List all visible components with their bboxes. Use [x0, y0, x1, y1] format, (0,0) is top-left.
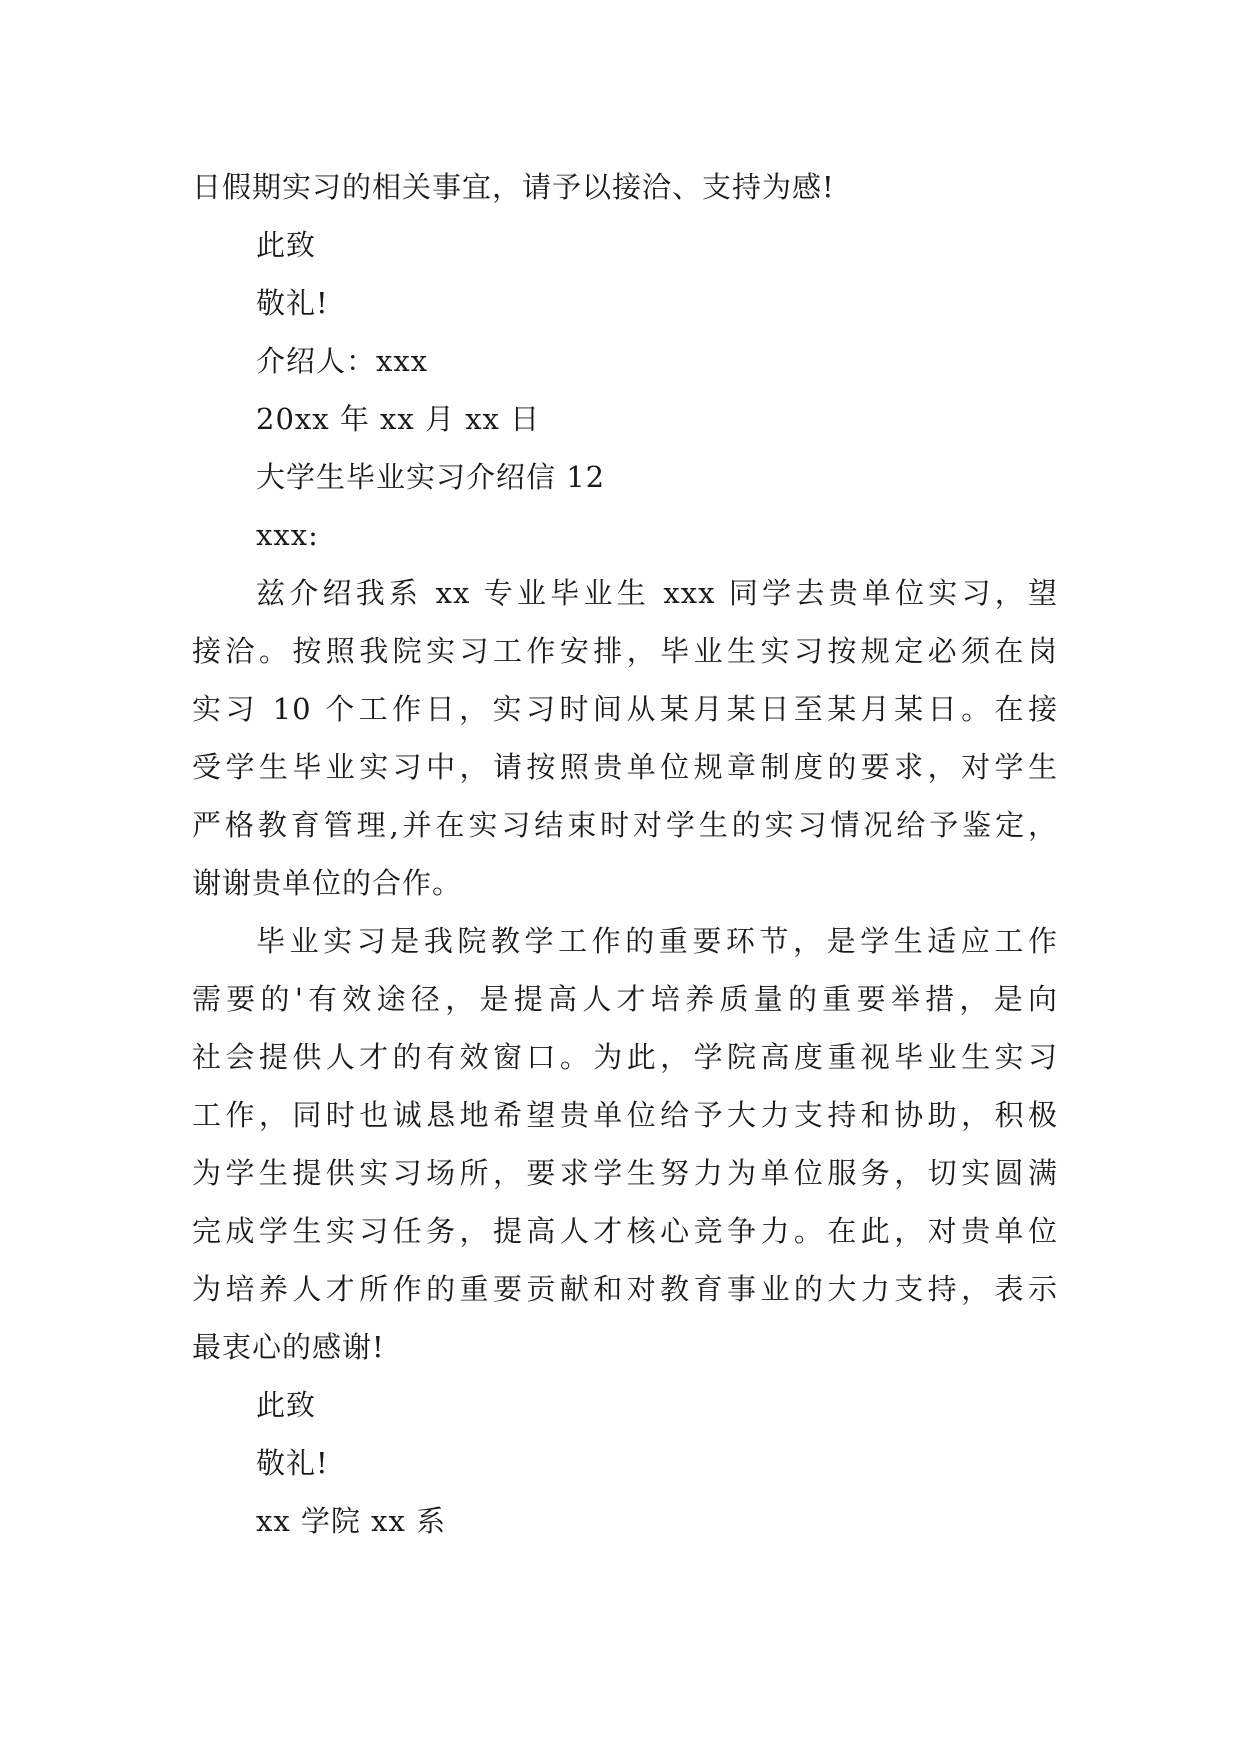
paragraph-introduction: [192, 564, 1058, 912]
regards-line: 敬礼!: [256, 286, 329, 320]
paragraph-importance: [192, 912, 1058, 1376]
signature-department: xx 学院 xx 系: [256, 1504, 447, 1538]
letter-title: 大学生毕业实习介绍信 12: [256, 460, 606, 494]
salutation-line: 此致: [256, 228, 317, 262]
paragraph-line: 为学生提供实习场所，要求学生努力为单位服务，切实圆满: [192, 1156, 1058, 1190]
letter-body: [192, 158, 1058, 1550]
paragraph-line: 接洽。按照我院实习工作安排，毕业生实习按规定必须在岗: [192, 634, 1058, 668]
paragraph-line: 完成学生实习任务，提高人才核心竞争力。在此，对贵单位: [192, 1214, 1058, 1248]
introducer-line: 介绍人：xxx: [256, 344, 429, 378]
date-line: 20xx 年 xx 月 xx 日: [256, 402, 541, 436]
regards-line: 敬礼!: [256, 1446, 329, 1480]
paragraph-line: 为培养人才所作的重要贡献和对教育事业的大力支持，表示: [192, 1272, 1058, 1306]
paragraph-line: 实习 10 个工作日，实习时间从某月某日至某月某日。在接: [192, 692, 1058, 726]
paragraph-line: 兹介绍我系 xx 专业毕业生 xxx 同学去贵单位实习，望: [256, 576, 1058, 610]
paragraph-line: 社会提供人才的有效窗口。为此，学院高度重视毕业生实习: [192, 1040, 1058, 1074]
paragraph-line: 严格教育管理,并在实习结束时对学生的实习情况给予鉴定，: [192, 808, 1058, 842]
text-line: 日假期实习的相关事宜，请予以接洽、支持为感!: [192, 170, 835, 204]
paragraph-line: 毕业实习是我院教学工作的重要环节，是学生适应工作: [256, 924, 1058, 958]
paragraph-line: 工作，同时也诚恳地希望贵单位给予大力支持和协助，积极: [192, 1098, 1058, 1132]
paragraph-line: 受学生毕业实习中，请按照贵单位规章制度的要求，对学生: [192, 750, 1058, 784]
paragraph-line: 需要的'有效途径，是提高人才培养质量的重要举措，是向: [192, 982, 1058, 1016]
paragraph-line: 谢谢贵单位的合作。: [192, 866, 463, 900]
salutation-line: 此致: [256, 1388, 317, 1422]
recipient-line: xxx:: [256, 518, 319, 552]
paragraph-line: 最衷心的感谢!: [192, 1330, 385, 1364]
